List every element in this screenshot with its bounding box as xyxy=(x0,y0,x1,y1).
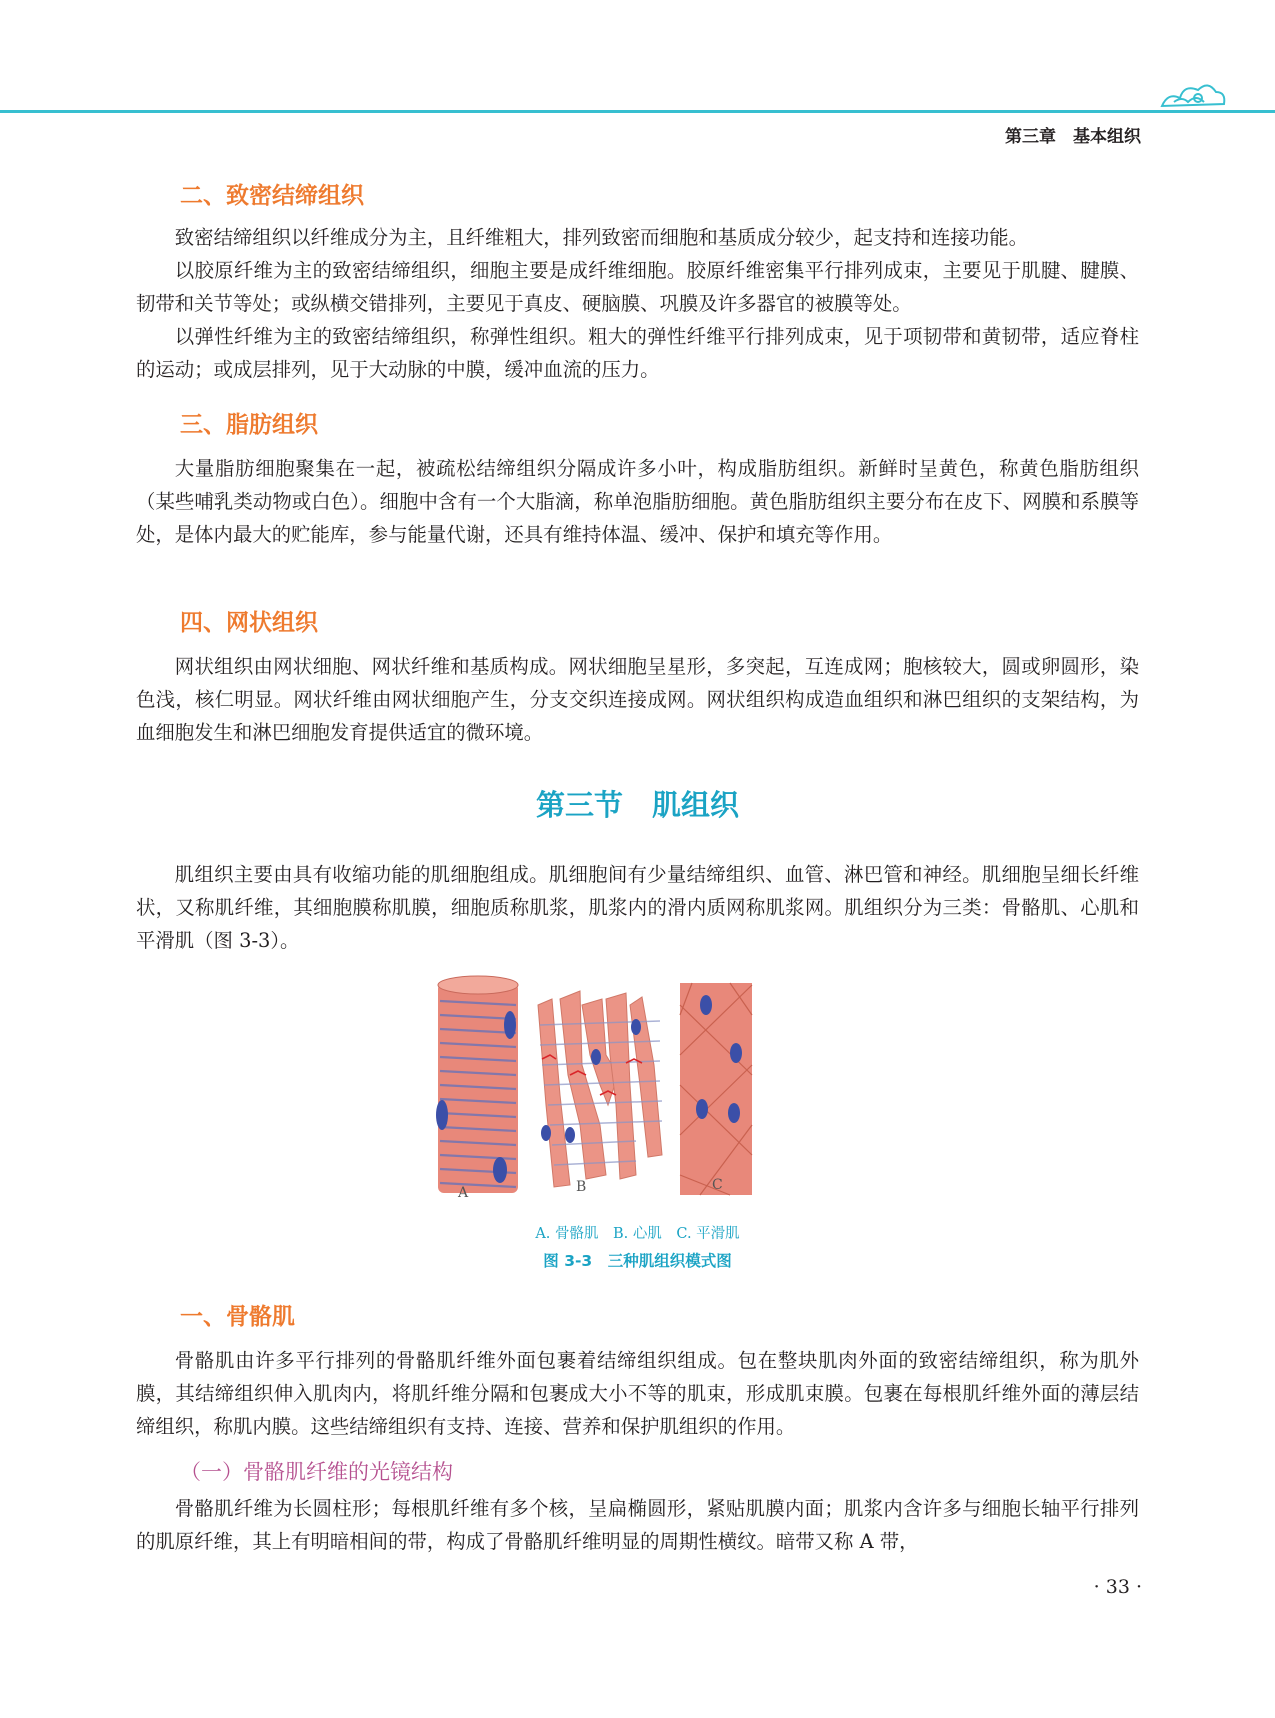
paragraph-muscle-intro: 肌组织主要由具有收缩功能的肌细胞组成。肌细胞间有少量结缔组织、血管、淋巴管和神经。肌细胞呈细长纤维状，又称肌纤维，其细胞膜称肌膜，细胞质称肌浆，肌浆内的滑内质网称肌浆网。肌组织分为三类：骨骼肌、心肌和平滑肌（图 3-3）。 xyxy=(136,863,1139,952)
figure-parts-caption: A. 骨骼肌 B. 心肌 C. 平滑肌 xyxy=(535,1226,740,1242)
subheading-light-microscope: （一）骨骼肌纤维的光镜结构 xyxy=(180,1460,453,1484)
section-title-muscle: 第三节 肌组织 xyxy=(535,788,739,822)
cardiac-muscle-illustration xyxy=(538,991,662,1187)
paragraph-reticular: 网状组织由网状细胞、网状纤维和基质构成。网状细胞呈星形，多突起，互连成网；胞核较大，圆或卵圆形，染色浅，核仁明显。网状纤维由网状细胞产生，分支交织连接成网。网状组织构成造血组织和淋巴组织的支架结构，为血细胞发生和淋巴细胞发育提供适宜的微环境。 xyxy=(136,655,1139,744)
paragraph-adipose: 大量脂肪细胞聚集在一起，被疏松结缔组织分隔成许多小叶，构成脂肪组织。新鲜时呈黄色，称黄色脂肪组织（某些哺乳类动物或白色）。细胞中含有一个大脂滴，称单泡脂肪细胞。黄色脂肪组织主要分布在皮下、网膜和系膜等处，是体内最大的贮能库，参与能量代谢，还具有维持体温、缓冲、保护和填充等作用。 xyxy=(136,457,1139,546)
muscle-tissue-figure xyxy=(430,975,830,1205)
paragraph-dense-3: 以弹性纤维为主的致密结缔组织，称弹性组织。粗大的弹性纤维平行排列成束，见于项韧带和黄韧带，适应脊柱的运动；或成层排列，见于大动脉的中膜，缓冲血流的压力。 xyxy=(136,325,1139,381)
header-rule xyxy=(0,110,1275,113)
heading-dense-connective: 二、致密结缔组织 xyxy=(180,183,364,209)
heading-skeletal-muscle: 一、骨骼肌 xyxy=(180,1304,295,1330)
paragraph-light-microscope: 骨骼肌纤维为长圆柱形；每根肌纤维有多个核，呈扁椭圆形，紧贴肌膜内面；肌浆内含许多与细胞长轴平行排列的肌原纤维，其上有明暗相间的带，构成了骨骼肌纤维明显的周期性横纹。暗带又称 A 带， xyxy=(136,1497,1139,1553)
paragraph-dense-1: 致密结缔组织以纤维成分为主，且纤维粗大，排列致密而细胞和基质成分较少，起支持和连接功能。 xyxy=(174,226,1028,249)
figure-label-b: B xyxy=(576,1179,587,1195)
heading-adipose: 三、脂肪组织 xyxy=(180,412,318,438)
skeletal-muscle-illustration xyxy=(436,976,518,1193)
running-title: 第三章 基本组织 xyxy=(1005,127,1141,147)
figure-label-a: A xyxy=(458,1185,469,1201)
cloud-ornament-icon xyxy=(1158,78,1228,112)
paragraph-dense-2: 以胶原纤维为主的致密结缔组织，细胞主要是成纤维细胞。胶原纤维密集平行排列成束，主要见于肌腱、腱膜、韧带和关节等处；或纵横交错排列，主要见于真皮、硬脑膜、巩膜及许多器官的被膜等处。 xyxy=(136,259,1139,315)
page-number: · 33 · xyxy=(1093,1576,1142,1598)
paragraph-skeletal: 骨骼肌由许多平行排列的骨骼肌纤维外面包裹着结缔组织组成。包在整块肌肉外面的致密结缔组织，称为肌外膜，其结缔组织伸入肌肉内，将肌纤维分隔和包裹成大小不等的肌束，形成肌束膜。包裹在每根肌纤维外面的薄层结缔组织，称肌内膜。这些结缔组织有支持、连接、营养和保护肌组织的作用。 xyxy=(136,1349,1139,1438)
smooth-muscle-illustration xyxy=(680,983,752,1195)
figure-label-c: C xyxy=(712,1177,723,1193)
figure-caption: 图 3-3 三种肌组织模式图 xyxy=(543,1252,732,1270)
heading-reticular: 四、网状组织 xyxy=(180,610,318,636)
